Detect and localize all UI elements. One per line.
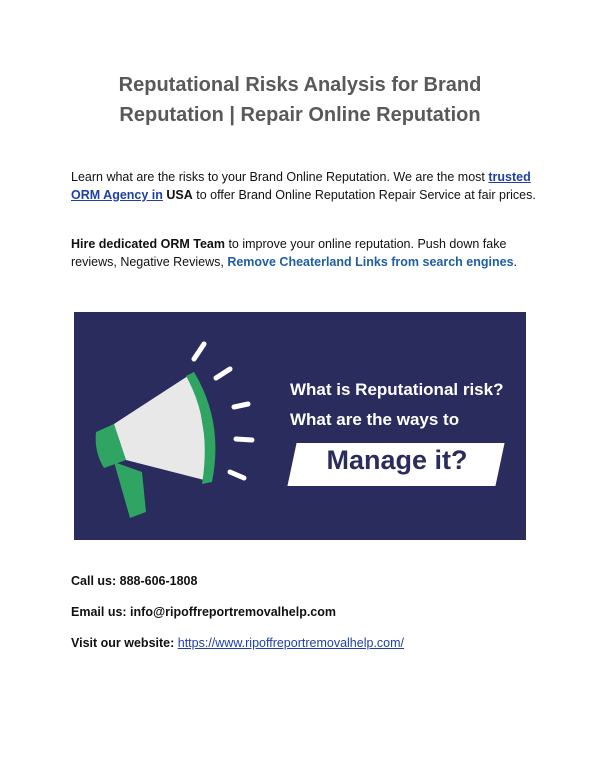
banner-question-2: What are the ways to (290, 410, 460, 429)
intro-text-1: Learn what are the risks to your Brand Online Reputation. We are the most (71, 170, 489, 184)
hire-team-text: Hire dedicated ORM Team (71, 237, 225, 251)
banner-image (74, 312, 526, 540)
intro-text-2: to offer Brand Online Reputation Repair Service at fair prices. (192, 188, 536, 202)
page-title (60, 70, 540, 130)
website-link[interactable]: https://www.ripoffreportremovalhelp.com/ (177, 636, 405, 650)
orm-agency-link[interactable]: trusted ORM Agency in (71, 170, 531, 202)
visit-line (71, 634, 404, 652)
usa-text: USA (166, 188, 193, 202)
visit-label: Visit our website: (71, 636, 178, 650)
remove-links-link[interactable]: Remove Cheaterland Links from search engines (227, 255, 514, 269)
hire-end: . (513, 255, 518, 269)
title-line-2: Reputation | Repair Online Reputation (119, 104, 481, 126)
title-line-1: Reputational Risks Analysis for Brand (118, 74, 482, 96)
intro-paragraph (71, 168, 541, 204)
email-line: Email us: info@ripoffreportremovalhelp.com (71, 605, 337, 619)
banner-tag-text: Manage it? (326, 445, 468, 475)
call-line: Call us: 888-606-1808 (71, 574, 198, 588)
banner-question-1: What is Reputational risk? (290, 380, 504, 399)
hire-text: to improve your online reputation. Push down fake reviews, Negative Reviews, (71, 237, 507, 269)
hire-paragraph (71, 235, 541, 271)
